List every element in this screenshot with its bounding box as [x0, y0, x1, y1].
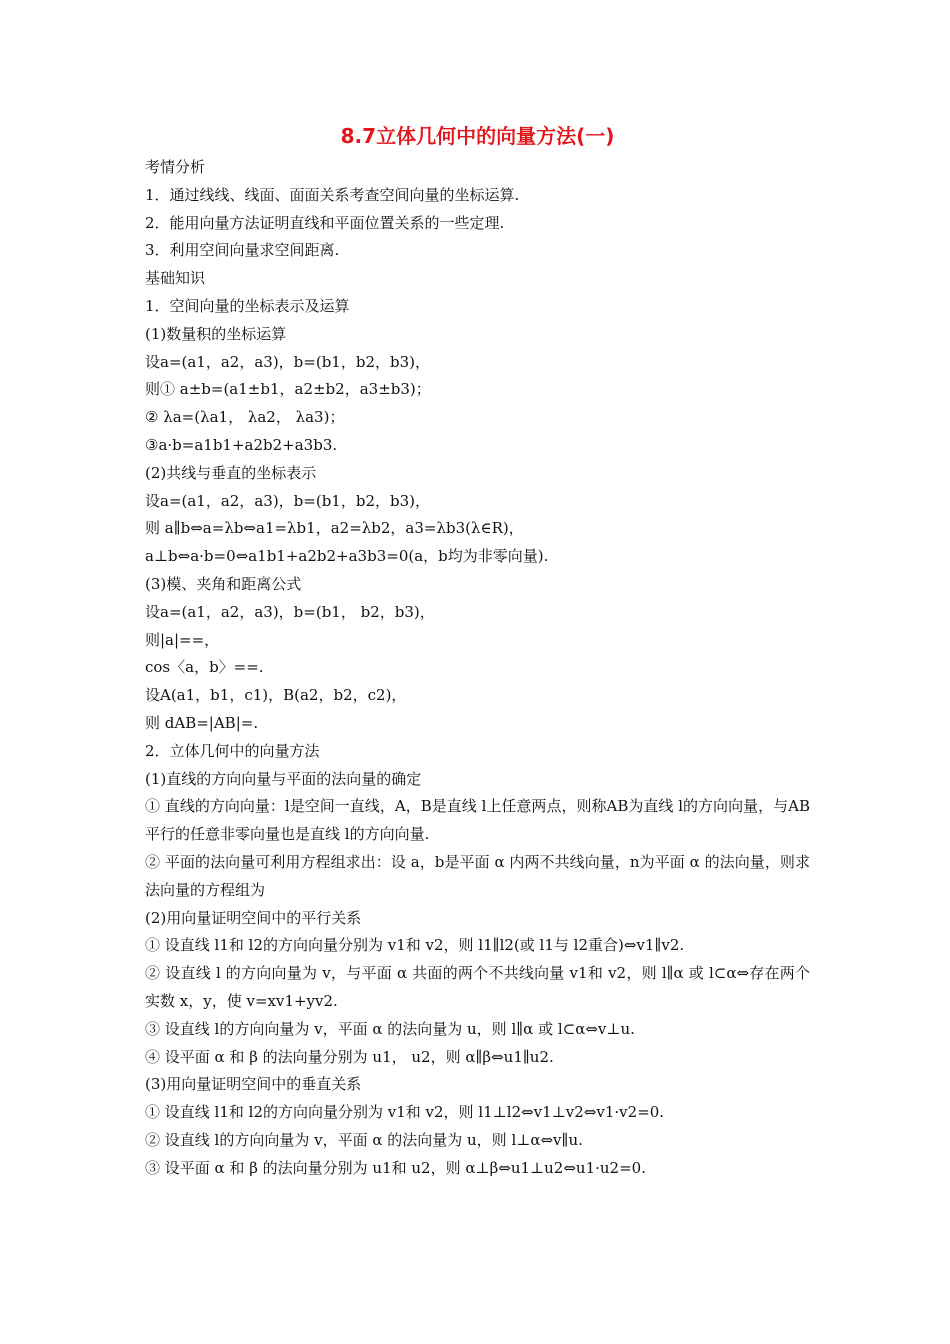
text-line: cos〈a，b〉==. — [145, 658, 264, 677]
text-line: 则 dAB=|AB|=. — [145, 713, 259, 732]
text-line: (3)用向量证明空间中的垂直关系 — [145, 1075, 362, 1094]
text-line: ④ 设平面 α 和 β 的法向量分别为 u1， u2，则 α∥β⇔u1∥u2. — [145, 1047, 554, 1066]
text-line: ① 设直线 l1和 l2的方向向量分别为 v1和 v2，则 l1⊥l2⇔v1⊥v2⇔v1·v2=0. — [145, 1103, 665, 1122]
text-line: (1)直线的方向向量与平面的法向量的确定 — [145, 769, 422, 788]
text-line: ① 设直线 l1和 l2的方向向量分别为 v1和 v2，则 l1∥l2(或 l1与 l2重合)⇔v1∥v2. — [145, 936, 685, 955]
document-page — [145, 118, 810, 1182]
text-line: a⊥b⇔a·b=0⇔a1b1+a2b2+a3b3=0(a，b均为非零向量). — [145, 547, 549, 566]
text-line: (3)模、夹角和距离公式 — [145, 574, 302, 593]
text-line: 则 a∥b⇔a=λb⇔a1=λb1，a2=λb2，a3=λb3(λ∈R)， — [145, 519, 524, 538]
text-line: ② λa=(λa1， λa2， λa3)； — [145, 408, 345, 427]
text-line: ③a·b=a1b1+a2b2+a3b3. — [145, 435, 338, 454]
page-title: 8.7立体几何中的向量方法(一) — [340, 124, 615, 148]
text-line: 设a=(a1，a2，a3)，b=(b1，b2，b3)， — [145, 491, 430, 510]
text-line: (2)共线与垂直的坐标表示 — [145, 463, 317, 482]
paragraph: ② 平面的法向量可利用方程组求出：设 a，b是平面 α 内两不共线向量，n为平面 α 的法向量，则求法向量的方程组为 — [145, 852, 810, 899]
text-line: 设a=(a1，a2，a3)，b=(b1，b2，b3)， — [145, 352, 430, 371]
text-line: 2．立体几何中的向量方法 — [145, 741, 320, 760]
text-line: (1)数量积的坐标运算 — [145, 324, 287, 343]
text-line: ② 设直线 l的方向向量为 v，平面 α 的法向量为 u，则 l⊥α⇔v∥u. — [145, 1130, 583, 1149]
text-line: ③ 设直线 l的方向向量为 v，平面 α 的法向量为 u，则 l∥α 或 l⊂α⇔v⊥u. — [145, 1019, 635, 1038]
text-line: 3．利用空间向量求空间距离. — [145, 241, 340, 260]
lines-block-1 — [145, 154, 810, 793]
text-line: 1．空间向量的坐标表示及运算 — [145, 296, 350, 315]
text-line: (2)用向量证明空间中的平行关系 — [145, 908, 362, 927]
paragraph: ① 直线的方向向量：l是空间一直线，A，B是直线 l上任意两点，则称AB为直线 l的方向向量，与AB平行的任意非零向量也是直线 l的方向向量. — [145, 797, 810, 844]
paragraph: ② 设直线 l 的方向向量为 v，与平面 α 共面的两个不共线向量 v1和 v2，则 l∥α 或 l⊂α⇔存在两个实数 x，y，使 v=xv1+yv2. — [145, 964, 810, 1010]
text-line: 设a=(a1，a2，a3)，b=(b1， b2，b3)， — [145, 602, 435, 621]
text-line: 则① a±b=(a1±b1，a2±b2，a3±b3)； — [145, 380, 431, 399]
text-line: 则|a|==， — [145, 630, 220, 649]
text-line: 2．能用向量方法证明直线和平面位置关系的一些定理. — [145, 213, 505, 232]
text-line: 基础知识 — [145, 269, 206, 288]
text-line: 1．通过线线、线面、面面关系考查空间向量的坐标运算. — [145, 185, 520, 204]
text-line: ③ 设平面 α 和 β 的法向量分别为 u1和 u2，则 α⊥β⇔u1⊥u2⇔u1·u2=0. — [145, 1158, 646, 1177]
text-line: 设A(a1，b1，c1)，B(a2，b2，c2)， — [145, 686, 407, 705]
text-line: 考情分析 — [145, 158, 206, 176]
